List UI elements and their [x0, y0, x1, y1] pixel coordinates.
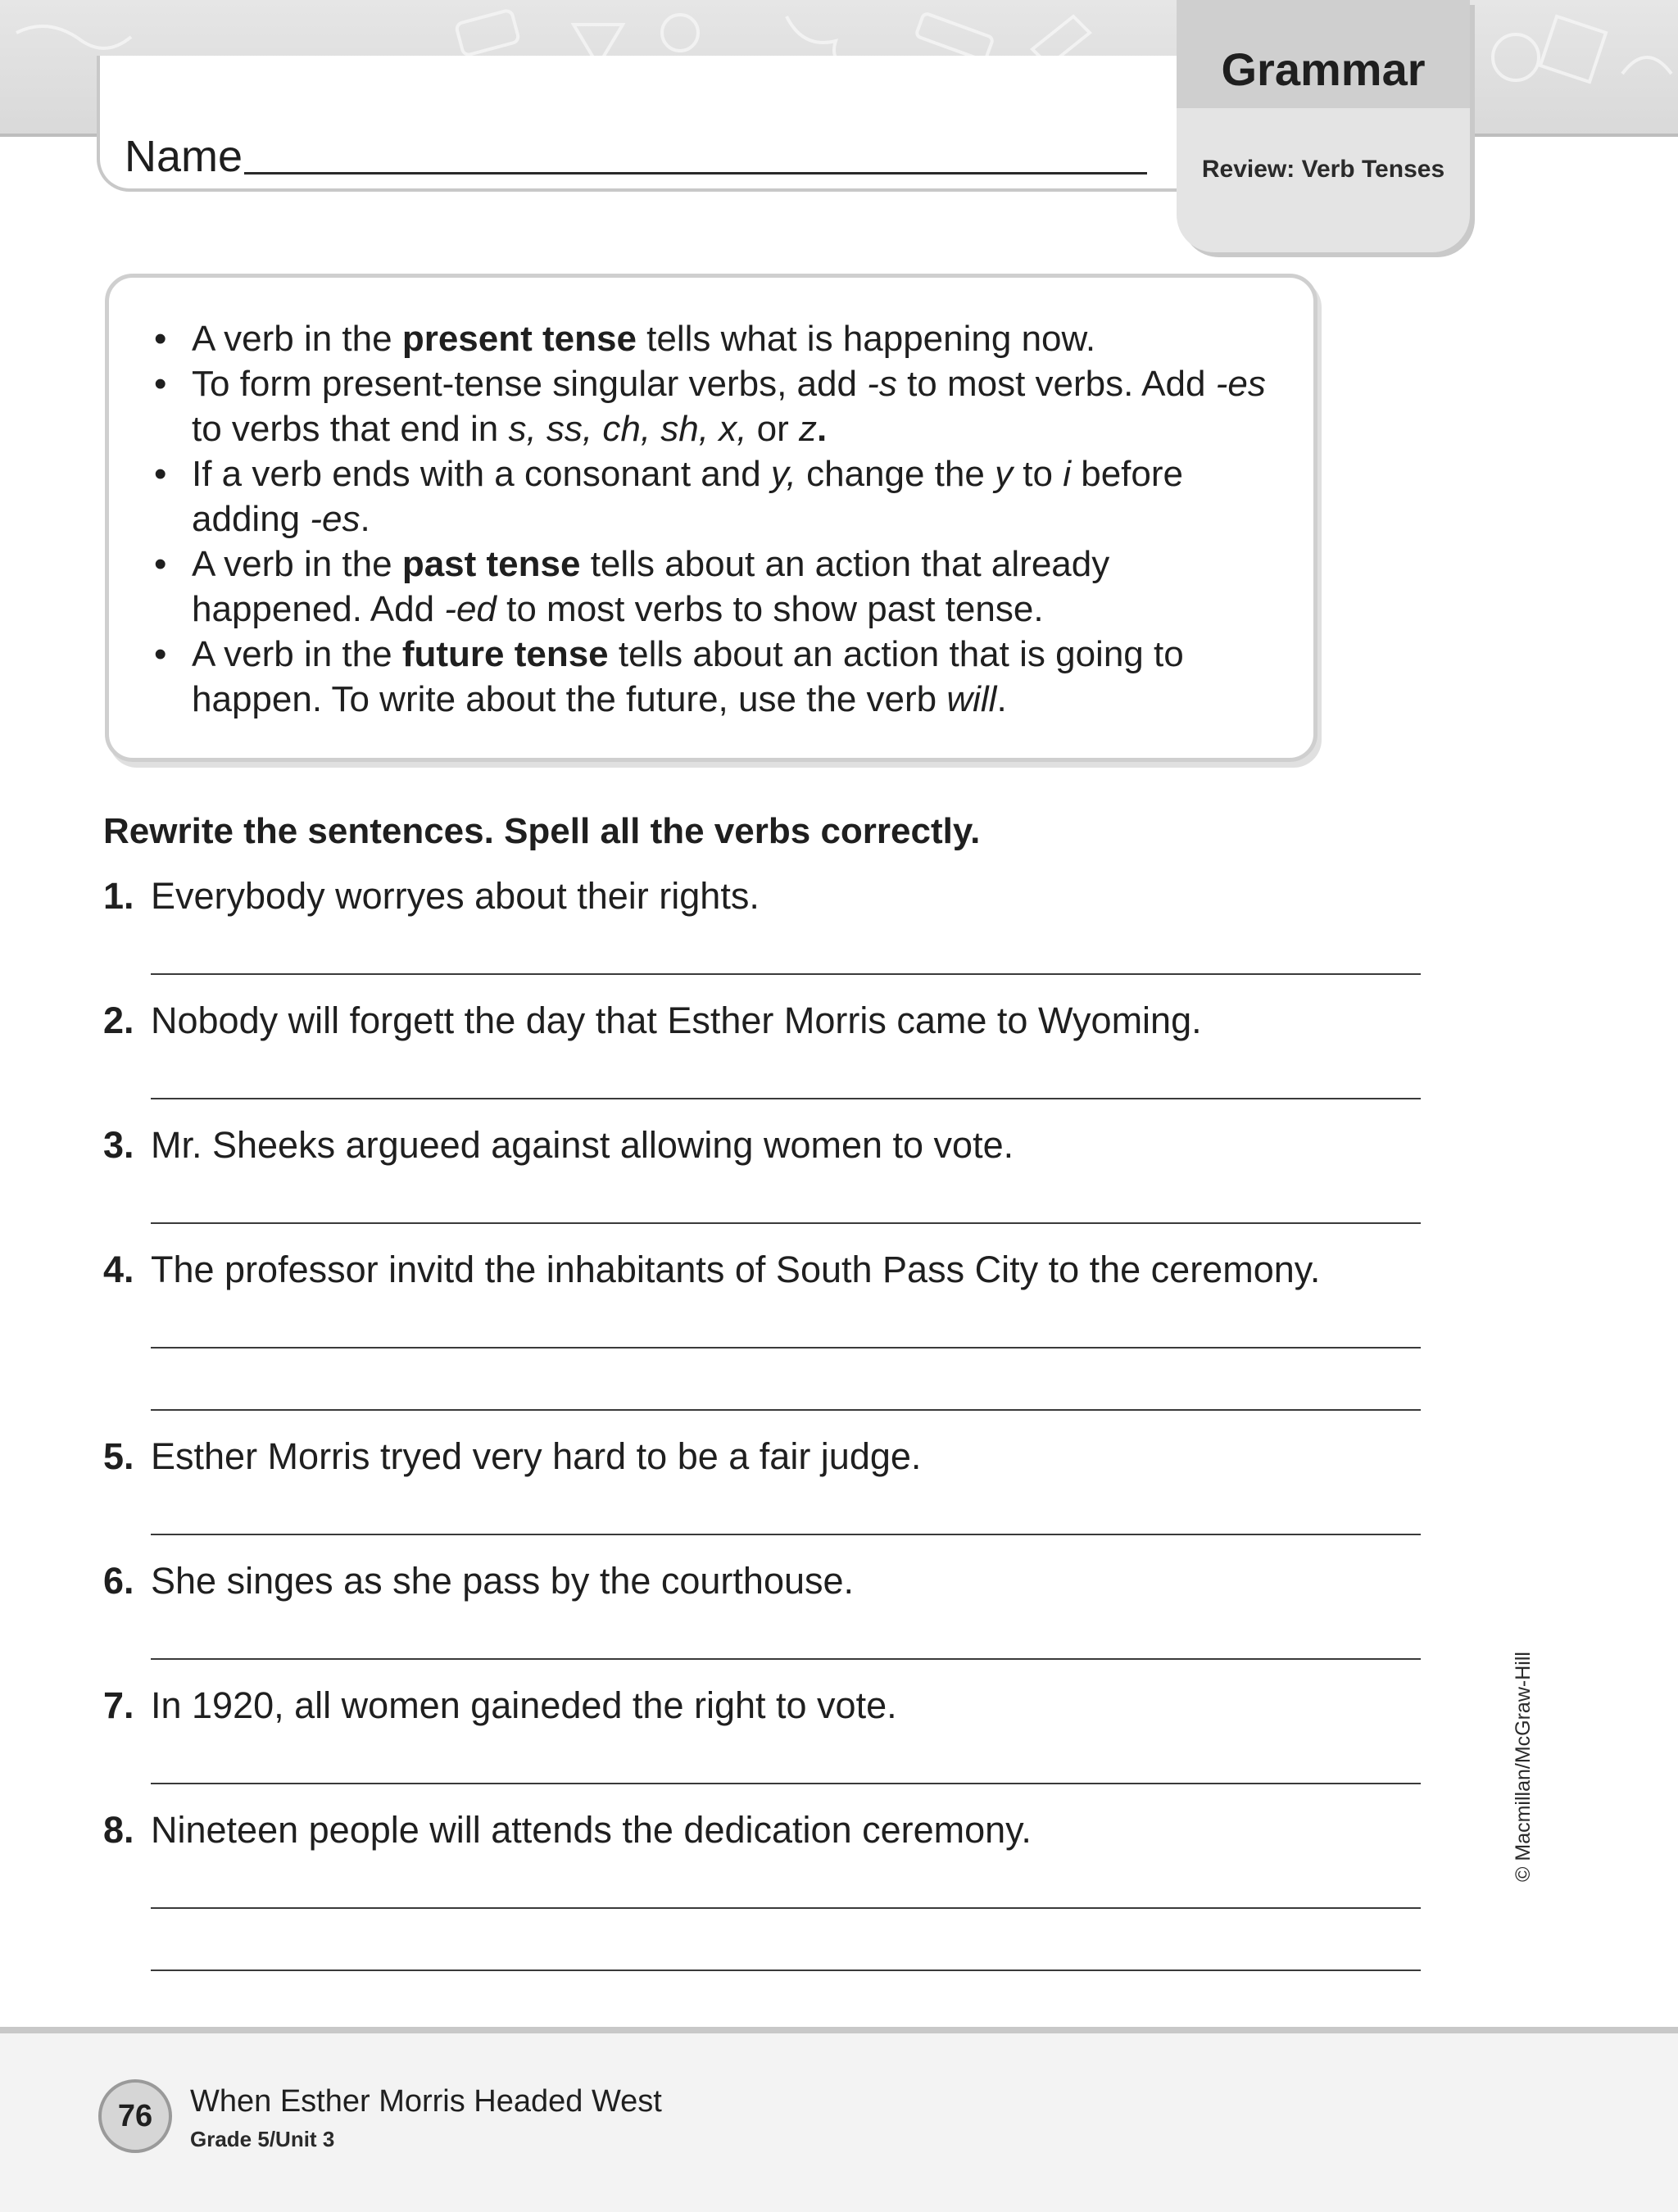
answer-line[interactable]: [151, 1534, 1421, 1535]
exercise-number: 4.: [103, 1249, 134, 1290]
exercise-sentence: Nobody will forgett the day that Esther Morris came to Wyoming.: [151, 999, 1202, 1041]
rule-item: [154, 632, 1285, 722]
rule-text: present tense: [401, 319, 637, 359]
rule-text: i: [1063, 454, 1072, 494]
exercise-sentence: She singes as she pass by the courthouse.: [151, 1560, 855, 1602]
exercise-item: [103, 1809, 1032, 1852]
rule-text: to most verbs to show past tense.: [496, 589, 1044, 629]
answer-line[interactable]: [151, 1222, 1421, 1224]
exercise-number: 8.: [103, 1809, 134, 1851]
exercise-item: [103, 1249, 1320, 1291]
rule-text: past tense: [401, 544, 581, 584]
exercise-number: 6.: [103, 1560, 134, 1602]
lesson-title: Review: Verb Tenses: [1201, 156, 1445, 183]
answer-line[interactable]: [151, 1783, 1421, 1784]
rule-text: .: [996, 679, 1007, 719]
exercise-number: 3.: [103, 1124, 134, 1166]
exercise-item: [103, 875, 760, 918]
grade-unit: Grade 5/Unit 3: [190, 2127, 335, 2151]
answer-line[interactable]: [151, 1658, 1421, 1660]
answer-line[interactable]: [151, 1969, 1421, 1971]
rule-text: to most verbs. Add: [896, 364, 1216, 404]
rule-text: s, ss, ch, sh, x,: [508, 409, 747, 449]
rule-text: A verb in the: [192, 544, 402, 584]
exercise-item: [103, 1435, 921, 1478]
footer-band: [0, 2033, 1678, 2212]
rule-item: [154, 361, 1285, 451]
rule-text: future tense: [401, 634, 609, 674]
answer-line[interactable]: [151, 1347, 1421, 1349]
page-number-badge: 76: [98, 2079, 172, 2153]
rule-text: To form present-tense singular verbs, add: [192, 364, 868, 404]
bullet-icon: •: [154, 319, 167, 359]
rule-text: y: [995, 454, 1014, 494]
instructions: Rewrite the sentences. Spell all the verbs correctly.: [103, 811, 981, 851]
exercise-number: 7.: [103, 1684, 134, 1726]
bullet-icon: •: [154, 544, 167, 584]
rule-item: [154, 542, 1285, 632]
answer-line[interactable]: [151, 973, 1421, 975]
rule-text: -es: [310, 499, 361, 539]
rule-text: change the: [796, 454, 995, 494]
rule-text: -ed: [444, 589, 497, 629]
exercise-number: 1.: [103, 875, 134, 917]
rule-text: If a verb ends with a consonant and: [192, 454, 771, 494]
name-label: Name: [125, 132, 243, 181]
footer-divider: [0, 2027, 1678, 2033]
subject-tab: [1177, 0, 1470, 252]
answer-line[interactable]: [151, 1907, 1421, 1909]
exercise-item: [103, 1124, 1014, 1167]
rule-text: z: [799, 409, 818, 449]
rule-item: [154, 451, 1285, 542]
name-field-line[interactable]: [244, 172, 1147, 175]
rule-item: [154, 316, 1285, 361]
answer-line[interactable]: [151, 1409, 1421, 1411]
copyright-text: © Macmillan/McGraw-Hill: [1512, 1652, 1535, 1882]
rule-text: A verb in the: [192, 634, 402, 674]
answer-line[interactable]: [151, 1098, 1421, 1099]
exercise-sentence: Mr. Sheeks argueed against allowing women to vote.: [151, 1124, 1014, 1166]
exercise-sentence: Everybody worryes about their rights.: [151, 875, 760, 917]
exercise-sentence: In 1920, all women gaineded the right to vote.: [151, 1684, 897, 1726]
bullet-icon: •: [154, 454, 167, 494]
rule-text: tells what is happening now.: [636, 319, 1096, 359]
rule-text: .: [817, 409, 828, 449]
exercise-item: [103, 999, 1202, 1042]
bullet-icon: •: [154, 364, 167, 404]
exercise-item: [103, 1560, 854, 1602]
rule-text: to: [1013, 454, 1063, 494]
rule-text: or: [746, 409, 800, 449]
exercise-number: 2.: [103, 999, 134, 1041]
rules-list: [154, 316, 1285, 722]
exercise-number: 5.: [103, 1435, 134, 1477]
rule-text: y,: [770, 454, 796, 494]
rule-text: before adding: [192, 454, 1183, 539]
subject-title: Grammar: [1221, 43, 1426, 95]
rule-text: will: [946, 679, 997, 719]
rule-text: -es: [1215, 364, 1266, 404]
rule-text: .: [360, 499, 370, 539]
rule-text: to verbs that end in: [192, 409, 509, 449]
rule-text: tells about an action that already happened. Add: [192, 544, 1110, 629]
story-title: When Esther Morris Headed West: [190, 2084, 662, 2119]
exercise-sentence: Nineteen people will attends the dedication ceremony.: [151, 1809, 1032, 1851]
rule-text: tells about an action that is going to happen. To write about the future, use the verb: [192, 634, 1184, 719]
exercise-item: [103, 1684, 897, 1727]
rule-text: -s: [867, 364, 897, 404]
exercise-sentence: Esther Morris tryed very hard to be a fair judge.: [151, 1435, 922, 1477]
bullet-icon: •: [154, 634, 167, 674]
rule-text: A verb in the: [192, 319, 402, 359]
exercise-sentence: The professor invitd the inhabitants of South Pass City to the ceremony.: [151, 1249, 1321, 1290]
